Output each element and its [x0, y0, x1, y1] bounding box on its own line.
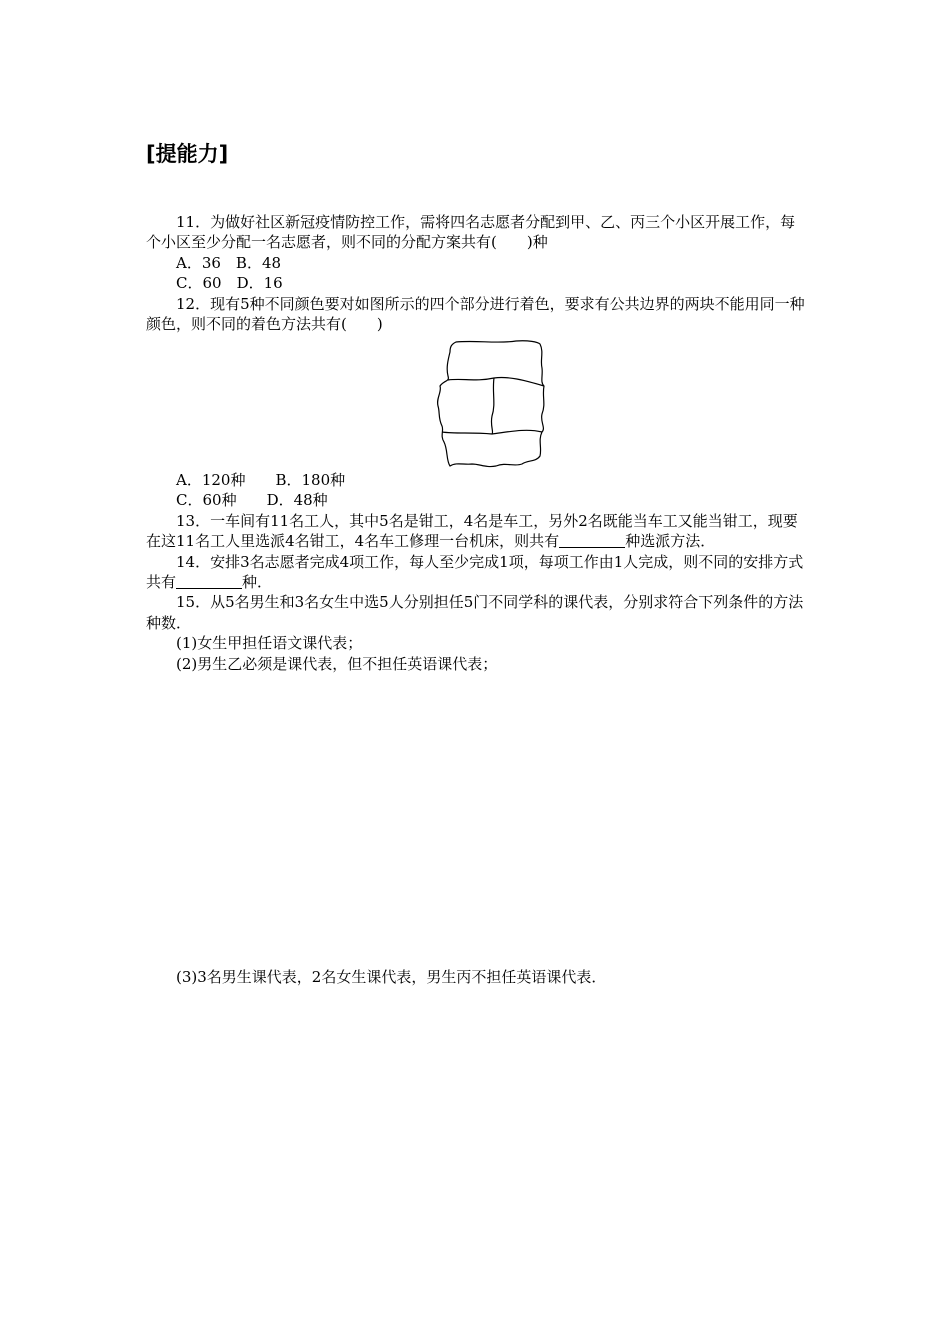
- map-upper-divider: [448, 377, 544, 386]
- question-12: 12．现有5种不同颜色要对如图所示的四个部分进行着色，要求有公共边界的两块不能用同一种颜色，则不同的着色方法共有( ): [146, 294, 805, 334]
- question-12-options-cd: C．60种 D．48种: [176, 491, 328, 510]
- question-15-part-2: (2)男生乙必须是课代表，但不担任英语课代表；: [176, 654, 498, 673]
- question-14-suffix: 种．: [242, 573, 273, 592]
- map-outer-boundary: [438, 341, 544, 467]
- answer-blank-13[interactable]: [559, 533, 625, 548]
- map-vertical-divider: [491, 378, 494, 434]
- question-11-options-cd: C．60 D．16: [176, 274, 283, 293]
- question-12-options-ab: A．120种 B．180种: [176, 471, 346, 489]
- question-block-12-15: [146, 470, 806, 674]
- question-15: 15．从5名男生和3名女生中选5人分别担任5门不同学科的课代表，分别求符合下列条件的方法种数．: [146, 593, 804, 632]
- question-14: [146, 552, 806, 593]
- question-15-part-3: (3)3名男生课代表，2名女生课代表，男生丙不担任英语课代表．: [176, 968, 607, 986]
- four-region-map-figure: [436, 338, 548, 468]
- question-11: 11．为做好社区新冠疫情防控工作，需将四名志愿者分配到甲、乙、丙三个小区开展工作，每个小区至少分配一名志愿者，则不同的分配方案共有( )种: [146, 213, 796, 252]
- question-11-options-ab: A．36 B．48: [176, 253, 282, 272]
- question-block-11-12: [146, 212, 806, 334]
- question-14-text: 14．安排3名志愿者完成4项工作，每人至少完成1项，每项工作由1人完成，则不同的安排方式共有: [146, 552, 804, 592]
- question-15-part-3-block: [146, 967, 806, 987]
- question-13: [146, 511, 806, 552]
- question-13-suffix: 种选派方法．: [625, 532, 716, 551]
- question-15-part-1: (1)女生甲担任语文课代表；: [176, 634, 363, 653]
- question-13-text: 13．一车间有11名工人，其中5名是钳工，4名是车工，另外2名既能当车工又能当钳工，现要在这11名工人里选派4名钳工，4名车工修理一台机床，则共有: [146, 511, 798, 551]
- answer-blank-14[interactable]: [176, 574, 242, 589]
- section-title: [提能力]: [146, 142, 229, 166]
